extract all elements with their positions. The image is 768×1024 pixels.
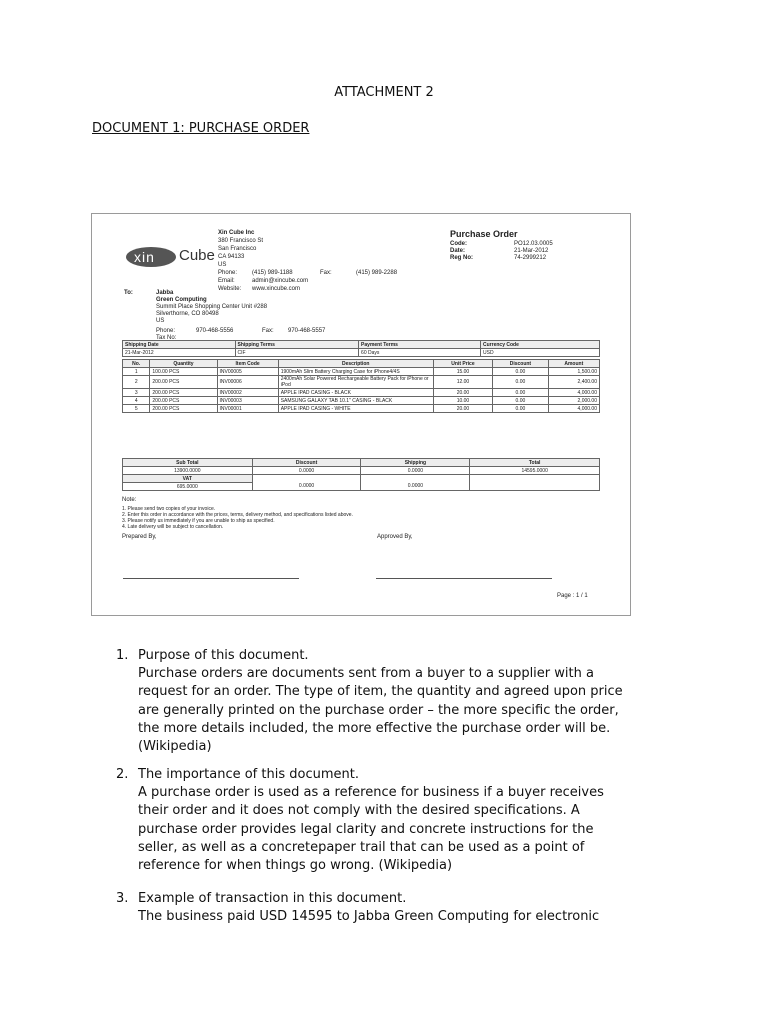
logo-text-cube: Cube	[179, 247, 215, 264]
note-line: 2. Enter this order in accordance with the prices, terms, delivery method, and specifications listed above.	[122, 512, 353, 518]
terms-table	[122, 340, 600, 357]
to-label: To:	[124, 290, 133, 296]
approved-signature-line	[376, 578, 552, 579]
table-cell: 2	[123, 376, 150, 389]
table-row	[123, 389, 600, 397]
table-cell: 0.00	[493, 397, 548, 405]
list-number: 3.	[116, 891, 129, 906]
table-cell: 0.00	[493, 405, 548, 413]
items-header: Discount	[493, 360, 548, 368]
list-heading: The importance of this document.	[138, 767, 359, 782]
terms-cell: CIF	[235, 349, 359, 357]
table-cell: 1,500.00	[548, 368, 599, 376]
table-cell: 2,400.00	[548, 376, 599, 389]
table-cell: 2400mAh Solar Powered Rechargeable Battery Pack for iPhone or iPod	[278, 376, 433, 389]
vat-discount-value: 0.0000	[252, 483, 361, 491]
po-code: PO12.03.0005	[514, 241, 553, 247]
document-title: DOCUMENT 1: PURCHASE ORDER	[92, 121, 310, 136]
purchase-order-image	[91, 213, 631, 616]
email-label: Email:	[218, 278, 235, 284]
table-cell: 15.00	[433, 368, 492, 376]
items-header: Amount	[548, 360, 599, 368]
table-cell: 200.00 PCS	[150, 376, 217, 389]
list-number: 2.	[116, 767, 129, 782]
totals-header: Sub Total	[123, 459, 253, 467]
table-cell: 200.00 PCS	[150, 397, 217, 405]
table-row	[123, 376, 600, 389]
vat-shipping-value: 0.0000	[361, 483, 470, 491]
po-reg-no: 74-2999212	[514, 255, 547, 261]
terms-cell: 21-Mar-2012	[123, 349, 236, 357]
list-line: (Wikipedia)	[138, 739, 212, 755]
recipient-fax: 970-468-5557	[288, 328, 326, 334]
table-cell: 12.00	[433, 376, 492, 389]
table-cell: 20.00	[433, 389, 492, 397]
list-line: seller, as well as a concretepaper trail that can be used as a point of	[138, 839, 585, 855]
prepared-by: Prepared By,	[122, 534, 157, 540]
code-label: Code:	[450, 241, 467, 247]
terms-header: Payment Terms	[359, 341, 481, 349]
list-line: their order and it does not comply with the desired specifications. A	[138, 803, 580, 819]
items-header: Item Code	[217, 360, 278, 368]
xin-cube-logo	[126, 243, 214, 271]
table-cell: INV00006	[217, 376, 278, 389]
terms-cell: 60 Days	[359, 349, 481, 357]
table-cell: 1900mAh Slim Battery Charging Case for iPhone4/4S	[278, 368, 433, 376]
table-cell: 0.00	[493, 368, 548, 376]
totals-header: Discount	[252, 459, 361, 467]
note-line: 4. Late delivery will be subject to cancellation.	[122, 524, 224, 530]
logo-text-xin: xin	[134, 249, 155, 265]
totals-header: Shipping	[361, 459, 470, 467]
list-line: the more details included, the more effective the purchase order will be.	[138, 720, 611, 736]
po-date: 21-Mar-2012	[514, 248, 549, 254]
po-title: Purchase Order	[450, 229, 518, 239]
terms-header: Currency Code	[481, 341, 600, 349]
approved-by: Approved By,	[377, 534, 413, 540]
vat-label: VAT	[123, 475, 253, 483]
totals-header: Total	[470, 459, 600, 467]
list-line: A purchase order is used as a reference for business if a buyer receives	[138, 785, 604, 801]
table-cell: 3	[123, 389, 150, 397]
list-heading: Example of transaction in this document.	[138, 891, 407, 906]
list-line: Purchase orders are documents sent from a buyer to a supplier with a	[138, 666, 594, 682]
table-row	[123, 405, 600, 413]
company-email: admin@xincube.com	[252, 278, 309, 284]
reg-label: Reg No:	[450, 255, 473, 261]
tax-label: Tax No:	[156, 335, 177, 341]
recipient-phone: 970-468-5556	[196, 328, 234, 334]
table-cell: 1	[123, 368, 150, 376]
table-cell: INV00001	[217, 405, 278, 413]
recipient-name: Jabba	[156, 290, 174, 296]
company-street: 380 Francisco St	[218, 238, 264, 244]
table-cell: 200.00 PCS	[150, 389, 217, 397]
table-cell: 5	[123, 405, 150, 413]
recipient-country: US	[156, 318, 165, 324]
company-country: US	[218, 262, 227, 268]
discount-value: 0.0000	[252, 467, 361, 475]
company-state: CA 94133	[218, 254, 245, 260]
attachment-heading: ATTACHMENT 2	[334, 85, 434, 100]
fax-label: Fax:	[320, 270, 332, 276]
list-heading: Purpose of this document.	[138, 648, 309, 663]
table-row	[123, 368, 600, 376]
items-table	[122, 359, 600, 413]
company-fax: (415) 989-2288	[356, 270, 398, 276]
table-cell: SAMSUNG GALAXY TAB 10.1" CASING - BLACK	[278, 397, 433, 405]
phone-label: Phone:	[218, 270, 238, 276]
recipient-phone-label: Phone:	[156, 328, 176, 334]
date-label: Date:	[450, 248, 466, 254]
company-website: www.xincube.com	[252, 286, 301, 292]
table-cell: INV00002	[217, 389, 278, 397]
terms-cell: USD	[481, 349, 600, 357]
list-line: purchase order provides legal clarity and concrete instructions for the	[138, 821, 594, 837]
note-line: 1. Please send two copies of your invoice.	[122, 506, 216, 512]
note-label: Note:	[122, 497, 137, 503]
recipient-company: Green Computing	[156, 297, 207, 303]
table-cell: 10.00	[433, 397, 492, 405]
list-line: are generally printed on the purchase order – the more specific the order,	[138, 702, 619, 718]
items-header: Unit Price	[433, 360, 492, 368]
company-name: Xin Cube Inc	[218, 230, 255, 236]
company-city: San Francisco	[218, 246, 257, 252]
list-line: reference for when things go wrong. (Wikipedia)	[138, 858, 453, 874]
table-cell: APPLE IPAD CASING - BLACK	[278, 389, 433, 397]
table-cell: 4	[123, 397, 150, 405]
page-number: Page : 1 / 1	[557, 593, 588, 599]
prepared-signature-line	[123, 578, 299, 579]
sub-total-value: 13900.0000	[123, 467, 253, 475]
total-value: 14595.0000	[470, 467, 600, 475]
list-line: The business paid USD 14595 to Jabba Green Computing for electronic	[138, 909, 600, 925]
table-cell: APPLE IPAD CASING - WHITE	[278, 405, 433, 413]
company-phone: (415) 989-1188	[252, 270, 293, 276]
website-label: Website:	[218, 286, 242, 292]
table-cell: 2,000.00	[548, 397, 599, 405]
items-header: No.	[123, 360, 150, 368]
table-cell: 20.00	[433, 405, 492, 413]
recipient-address-2: Silverthorne, CO 80498	[156, 311, 219, 317]
terms-header: Shipping Terms	[235, 341, 359, 349]
table-cell: 4,000.00	[548, 405, 599, 413]
table-cell: 4,000.00	[548, 389, 599, 397]
items-header: Quantity	[150, 360, 217, 368]
table-cell: 100.00 PCS	[150, 368, 217, 376]
totals-table	[122, 458, 600, 491]
items-header: Description	[278, 360, 433, 368]
table-cell: 0.00	[493, 376, 548, 389]
recipient-address-1: Summit Place Shopping Center Unit #288	[156, 304, 268, 310]
shipping-value: 0.0000	[361, 467, 470, 475]
list-number: 1.	[116, 648, 129, 663]
vat-value: 695.0000	[123, 483, 253, 491]
list-line: request for an order. The type of item, the quantity and agreed upon price	[138, 684, 623, 700]
note-line: 3. Please notify us immediately if you are unable to ship as specified.	[122, 518, 275, 524]
table-row	[123, 397, 600, 405]
recipient-fax-label: Fax:	[262, 328, 274, 334]
table-cell: 200.00 PCS	[150, 405, 217, 413]
table-cell: INV00003	[217, 397, 278, 405]
terms-header: Shipping Date	[123, 341, 236, 349]
table-cell: INV00005	[217, 368, 278, 376]
table-cell: 0.00	[493, 389, 548, 397]
